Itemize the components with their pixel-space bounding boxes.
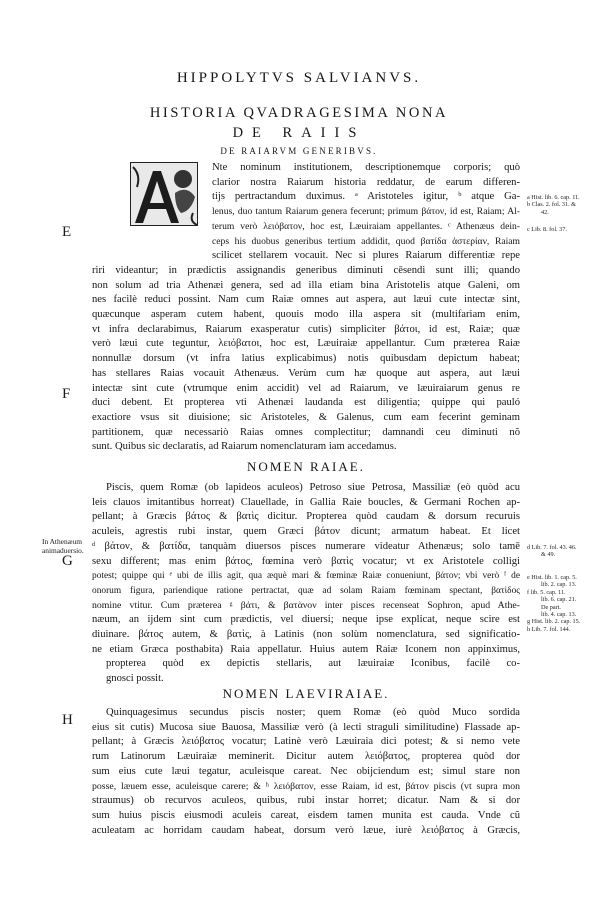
text-line: sum eius cute læui tegatur, aculeisque careat. Nec obijciendum est; simul stare non: [92, 765, 520, 777]
text-line: gnosci possit.: [106, 673, 164, 685]
marginal-note-d: [527, 544, 577, 559]
section-marker-f: F: [62, 386, 71, 402]
marginal-note-a: [527, 194, 580, 216]
text-line: pellant; à Græcis λειόβατος vocatur; Latinè verò Læuiraia dici potest; & si nemo vete: [92, 736, 520, 748]
text-line: aculeis, agrestis rubi instar, quem Græci βάτον dicunt; armatum habeat. Et licet: [92, 526, 520, 538]
text-line: diuinare. βάτος autem, & βατὶς, à Latinis (non solùm nomenclatura, sed significatio-: [92, 629, 520, 641]
text-line: sum huius piscis eiusmodi aculeis careat, eisdem tamen munita est cauda. Vnde cũ: [92, 809, 520, 821]
text-line: nonnullæ dorsum (vt infra latius explicabimus) notis quibusdam depictum habeat;: [92, 353, 520, 365]
note-line: h Lib. 7. fol. 144.: [527, 625, 571, 633]
text-line: posse, læuem esse, aculeisque carere; & ʰ λειόβατον, esse Raiam, id est, βάτον piscis (vt supra mon: [92, 780, 520, 792]
text-line: scilicet stellarem vocauit. Nec si plures Raiarum differentiæ repe: [212, 250, 520, 262]
note-line: lib. 6. cap. 21.: [541, 596, 577, 604]
text-line: Nte nominum institutionem, descriptionemque corporis; quò: [212, 162, 520, 173]
text-line: quæcunque asperam cutem habent, quouis modo illa aspera sit (multifariam enim,: [92, 309, 520, 321]
text-line: duci debent. Et propterea vti Athenæi laudanda est diligentia; quippe qui pauló: [92, 397, 520, 409]
section-marker-h: H: [62, 712, 73, 728]
chapter-subtitle: DE RAIARVM GENERIBVS.: [220, 146, 378, 156]
note-line: c Lib. 8. fol. 37.: [527, 226, 567, 233]
text-line: has stellares Raias vocauit Athenæus. Verùm cum hæ quoque aut aspera, aut læui: [92, 367, 520, 379]
text-line: straumus) ob recurvos aculeos, quibus, rubi instar horret; dicatur. Nam & si dor: [92, 795, 520, 807]
text-line: eius sit cutis) Mucosa siue Bauosa, Massiliæ verò (à lecti straguli similitudine) Flassade ap-: [92, 721, 520, 733]
note-line: lib. 4. cap. 13.: [541, 611, 577, 619]
text-line: riri videantur; in prædictis assignandis generibus diminuti cēsendi sunt illi; quando: [92, 264, 520, 276]
text-line: næum, an ijdem sint cum prædictis, vel diuersi; neque ipse explicat, neque scire est: [92, 614, 520, 626]
section-heading-laeviraia: NOMEN LAEVIRAIAE.: [222, 686, 390, 701]
laeviraia-paragraph: [92, 706, 520, 838]
text-line: partitionem, quæ necessariò Raias omnes complectitur; damnandi ceu diminuti nõ: [92, 426, 520, 438]
raia-paragraph: [92, 481, 520, 687]
note-line: lib. 2. cap. 13.: [541, 581, 577, 589]
note-line: f lib. 5. cap. 11.: [527, 588, 566, 596]
text-line: intectæ sint cute (vtrumque enim accidit) vel ad Raiarum, ve læuiraiarum genus re: [92, 382, 520, 394]
text-line: potest; quippe qui ᵉ ubi de illis agit, qua æquè mari & fœminæ Raiæ conueniunt, βάτον; vbi verò ᶠ de: [92, 571, 520, 582]
text-line: onorum figura, pariendique ratione pertractat, quæ ad solam Raiam fœminam spectant, βατὶδος: [92, 585, 520, 596]
chapter-title-line-2: DE RAIIS: [232, 125, 366, 141]
intro-paragraph: [92, 161, 520, 455]
text-line: sunt. Quibus sic declaratis, ad Raiarum nomenclaturam iam accedamus.: [92, 441, 397, 453]
running-head: HIPPOLYTVS SALVIANVS.: [176, 70, 422, 86]
text-line: Piscis, quem Romæ (ob lapideos aculeos) Petroso siue Petrosa, Massiliæ (eò quòd acu: [106, 482, 520, 493]
text-line: aculeatam ac horridam caudam habeat, dorsum verò læue, iurè λειόβατος à Græcis,: [92, 824, 520, 836]
text-line: rum Latinorum Læuiraiæ meminerit. Dicitur autem λειόβατος, propterea quòd dor: [92, 751, 520, 763]
text-line: verò læui cute teguntur, λειόβατοι, hoc est, Læuiraiæ appellantur. Cum præterea Raiæ: [92, 338, 520, 350]
text-line: pellant; à Græcis βάτος & βατὶς dicitur. Propterea quòd caudam & dorsum recuruis: [92, 511, 520, 523]
text-line: nomine vtitur. Cum præterea ᵍ βάτι, & βατὰνον inter pisces recenseat Sophron, apud Athe-: [92, 599, 520, 611]
section-heading-raia: NOMEN RAIAE.: [247, 459, 365, 474]
note-line: De part.: [541, 603, 561, 611]
marginal-note-c: [527, 226, 567, 233]
text-line: leis clauos imitantibus horreat) Clauellade, in Gallia Raie boucles, & Germani Rochen ap-: [92, 496, 520, 508]
chapter-title: [0, 103, 598, 143]
note-line: d Lib. 7. fol. 43. 46.: [527, 544, 577, 551]
note-line: In Athenæum: [42, 537, 83, 546]
text-line: propterea quòd ex depictis stellaris, aut læuiraiæ Iconibus, facilè co-: [106, 658, 520, 670]
section-marker-e: E: [62, 224, 72, 240]
text-line: sexu different; mas enim βάτος, fœmina verò βατὶς vocatur; vt ex Aristotele colligi: [92, 555, 520, 567]
note-line: & 49.: [541, 551, 556, 559]
text-line: ᵈ βάτον, & βατίδα, tanquàm diuersos pisces numerare videatur Athenæus; solo tamē: [92, 540, 520, 552]
text-line: lenus, duo tantum Raiarum genera fecerunt; primum βάτον, id est, Raiam; Al-: [212, 206, 520, 218]
text-line: non solum ad tria Athenæi genera, sed ad illa etiam bina Aristotelis atque Galeni, om: [92, 279, 520, 291]
text-line: vt infra declarabimus, Raiarum exasperatur cutis) simpliciter βάτοι, id est, Raiæ; quæ: [92, 323, 520, 335]
marginal-note-e-h: [527, 574, 580, 633]
note-line: 42.: [541, 208, 549, 216]
note-line: a Hist. lib. 6. cap. 11.: [527, 194, 580, 201]
text-line: ne etiam Græca posthabita) Raia appellatur. Huius autem Raiæ Iconem non appinximus,: [92, 643, 520, 655]
text-line: tijs pertractandum duximus. ᵃ Aristoteles igitur, ᵇ atque Ga-: [212, 191, 520, 203]
note-line: b Clas. 2. fol. 31. &: [527, 201, 576, 209]
note-line: animaduersio.: [42, 546, 84, 555]
left-marginal-note: [42, 537, 84, 555]
section-marker-g: G: [62, 553, 73, 569]
note-line: g Hist. lib. 2. cap. 15.: [527, 618, 581, 626]
text-line: ceps his duobus generibus tertium addidit, quod βατίδα ἀστερίαν, Raiam: [212, 235, 520, 247]
text-line: Quinquagesimus secundus piscis noster; quem Romæ (eò quòd Muco sordida: [106, 707, 520, 718]
chapter-title-line-1: HISTORIA QVADRAGESIMA NONA: [149, 105, 449, 121]
text-line: clarior nostra Raiarum historia reddatur, de earum differen-: [212, 176, 520, 188]
note-line: e Hist. lib. 1. cap. 5.: [527, 574, 577, 581]
text-line: nes facilè reduci possint. Nam cum Raiæ omnes aut aspera, aut læui cute intectæ sint,: [92, 294, 520, 306]
text-line: exactiore vsus sit diuisione; sic Aristoteles, & Galenus, cum eam fecerint geminam: [92, 411, 520, 423]
text-line: terum verò λειόβατον, hoc est, Læuiraiam appellantes. ᶜ Athenæus dein-: [212, 220, 520, 232]
